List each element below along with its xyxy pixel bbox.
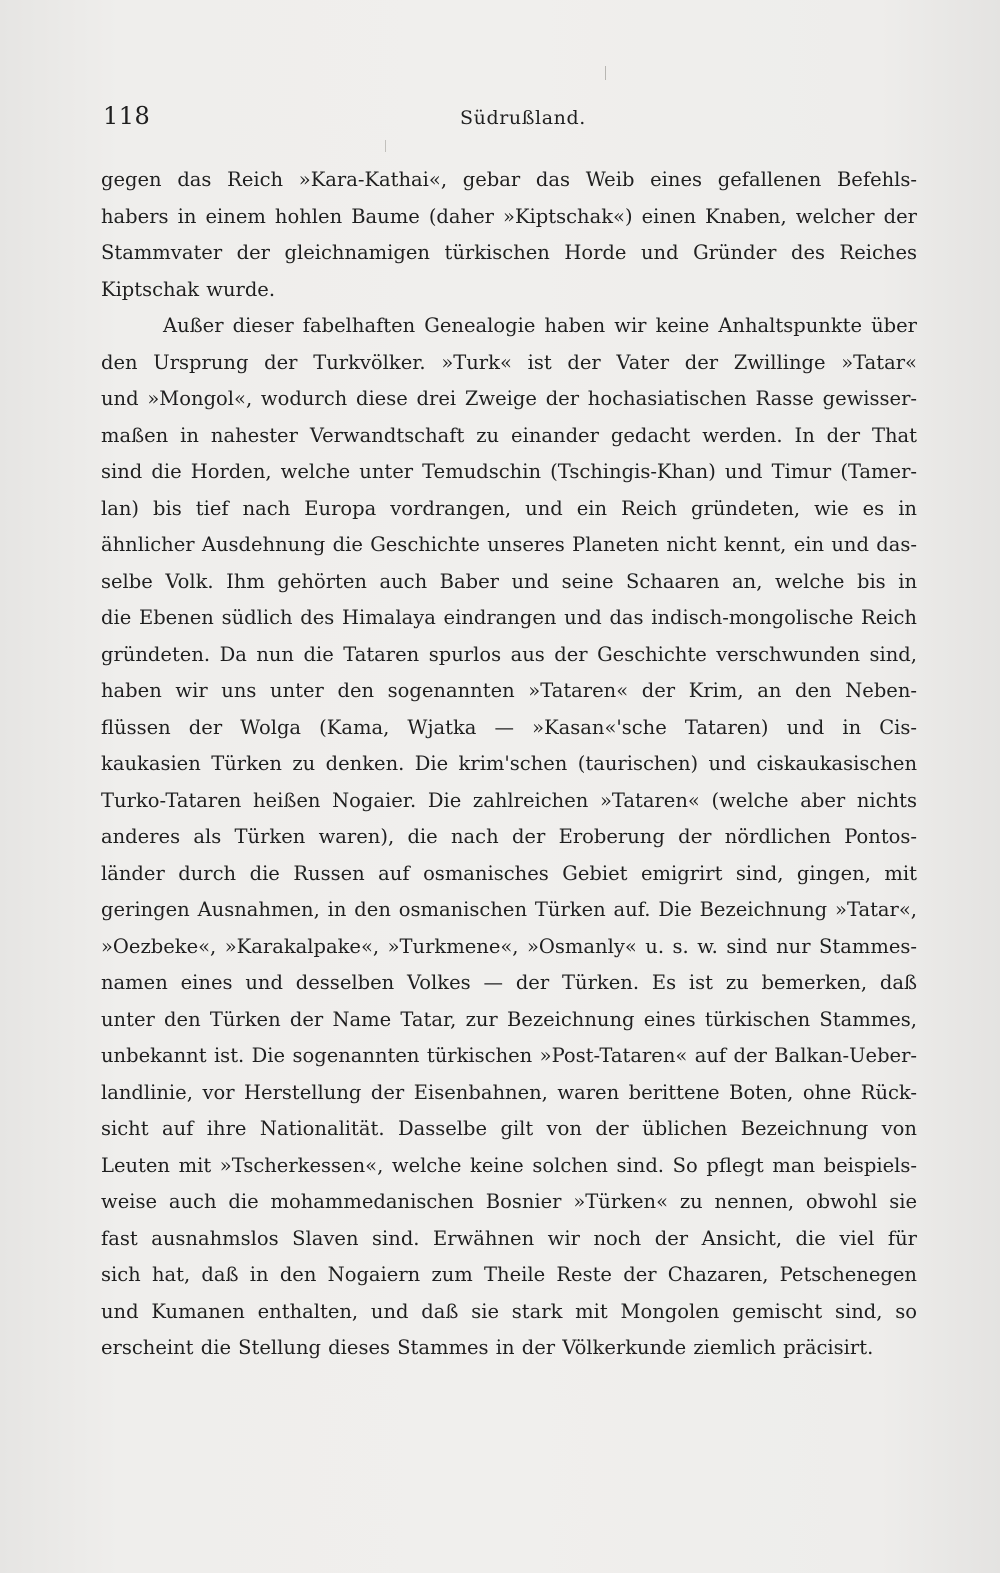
text-line: Stammvater der gleichnamigen türkischen Horde und Gründer des Reiches: [101, 241, 917, 264]
running-head: [103, 96, 923, 136]
text-line: gründeten. Da nun die Tataren spurlos aus der Geschichte verschwunden sind,: [101, 642, 917, 666]
text-line: erscheint die Stellung dieses Stammes in der Völkerkunde ziemlich präcisirt.: [101, 1336, 874, 1359]
text-line: sich hat, daß in den Nogaiern zum Theile Reste der Chazaren, Petschenegen: [101, 1263, 917, 1286]
margin-mark: [605, 66, 606, 80]
text-line: kaukasien Türken zu denken. Die krim'schen (taurischen) und ciskaukasischen: [101, 752, 917, 775]
text-line: »Oezbeke«, »Karakalpake«, »Turkmene«, »Osmanly« u. s. w. sind nur Stammes-: [101, 934, 917, 958]
text-line: Leuten mit »Tscherkessen«, welche keine solchen sind. So pflegt man beispiels-: [101, 1153, 917, 1177]
text-line: geringen Ausnahmen, in den osmanischen Türken auf. Die Bezeichnung »Tatar«,: [101, 898, 917, 921]
text-line: die Ebenen südlich des Himalaya eindrangen und das indisch-mongolische Reich: [101, 606, 917, 629]
text-line: flüssen der Wolga (Kama, Wjatka — »Kasan«'sche Tataren) und in Cis-: [101, 715, 917, 739]
text-line: länder durch die Russen auf osmanisches Gebiet emigrirt sind, gingen, mit: [101, 861, 917, 885]
text-line: landlinie, vor Herstellung der Eisenbahnen, waren berittene Boten, ohne Rück-: [101, 1080, 917, 1104]
text-line: unbekannt ist. Die sogenannten türkischen »Post-Tataren« auf der Balkan-Ueber-: [101, 1044, 917, 1067]
text-line: unter den Türken der Name Tatar, zur Bezeichnung eines türkischen Stammes,: [101, 1007, 917, 1031]
text-line: ähnlicher Ausdehnung die Geschichte unseres Planeten nicht kennt, ein und das-: [101, 533, 917, 556]
text-line: den Ursprung der Turkvölker. »Turk« ist der Vater der Zwillinge »Tatar«: [101, 350, 917, 374]
text-line: lan) bis tief nach Europa vordrangen, und ein Reich gründeten, wie es in: [101, 496, 917, 520]
text-line: und »Mongol«, wodurch diese drei Zweige der hochasiatischen Rasse gewisser-: [101, 387, 917, 410]
margin-mark: [385, 140, 386, 152]
text-line: anderes als Türken waren), die nach der Eroberung der nördlichen Pontos-: [101, 825, 917, 848]
text-line: Kiptschak wurde.: [101, 277, 276, 301]
text-line: gegen das Reich »Kara-Kathai«, gebar das Weib eines gefallenen Befehls-: [101, 168, 917, 191]
text-line: selbe Volk. Ihm gehörten auch Baber und seine Schaaren an, welche bis in: [101, 569, 917, 593]
page-number: 118: [103, 102, 151, 130]
text-line: sicht auf ihre Nationalität. Dasselbe gilt von der üblichen Bezeichnung von: [101, 1117, 917, 1140]
text-line: sind die Horden, welche unter Temudschin (Tschingis-Khan) und Timur (Tamer-: [101, 460, 917, 483]
running-title: Südrußland.: [460, 107, 586, 129]
text-line: namen eines und desselben Volkes — der Türken. Es ist zu bemerken, daß: [101, 971, 917, 994]
text-line: Außer dieser fabelhaften Genealogie haben wir keine Anhaltspunkte über: [163, 314, 917, 337]
text-line: weise auch die mohammedanischen Bosnier »Türken« zu nennen, obwohl sie: [101, 1190, 917, 1213]
text-line: maßen in nahester Verwandtschaft zu einander gedacht werden. In der That: [101, 423, 917, 447]
text-line: haben wir uns unter den sogenannten »Tataren« der Krim, an den Neben-: [101, 679, 917, 702]
body-text: [101, 162, 917, 1367]
text-line: fast ausnahmslos Slaven sind. Erwähnen wir noch der Ansicht, die viel für: [101, 1226, 917, 1250]
text-line: habers in einem hohlen Baume (daher »Kiptschak«) einen Knaben, welcher der: [101, 204, 917, 228]
text-line: und Kumanen enthalten, und daß sie stark mit Mongolen gemischt sind, so: [101, 1299, 917, 1323]
text-line: Turko-Tataren heißen Nogaier. Die zahlreichen »Tataren« (welche aber nichts: [101, 788, 917, 812]
